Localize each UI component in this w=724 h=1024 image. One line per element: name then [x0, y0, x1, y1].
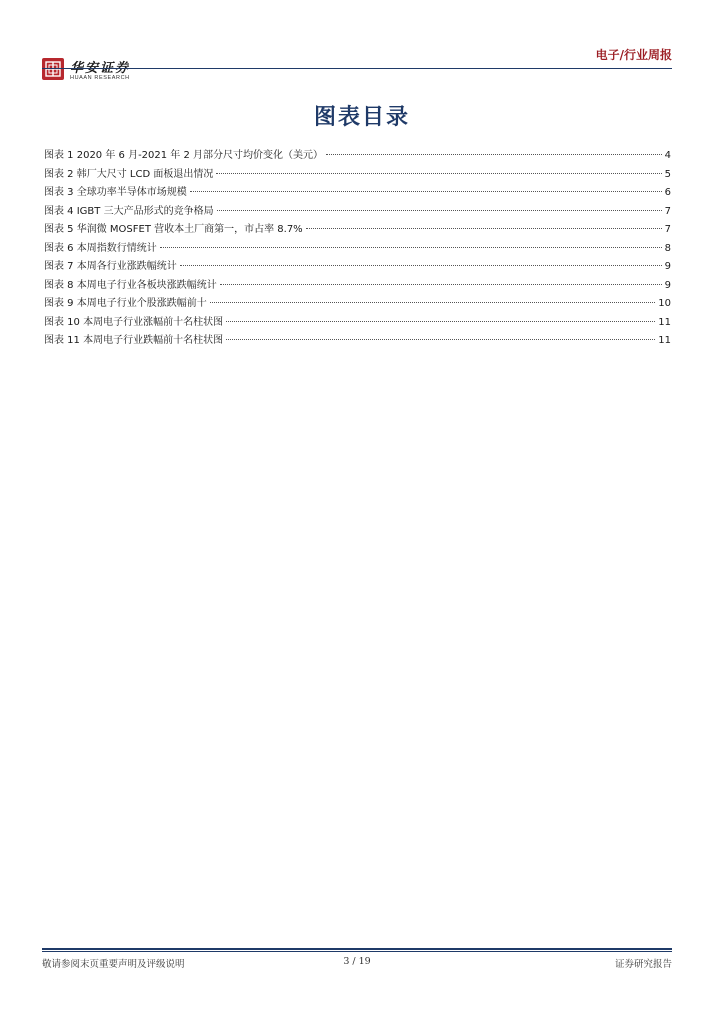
toc-leader-dots	[306, 228, 662, 229]
toc-entry[interactable]	[44, 202, 671, 221]
toc-leader-dots	[217, 210, 662, 211]
footer-divider	[42, 948, 672, 950]
toc-entry-page[interactable]: 10	[658, 298, 671, 309]
toc-entry-page[interactable]: 7	[664, 224, 671, 235]
toc-entry[interactable]	[44, 257, 671, 276]
toc-entry-label[interactable]: 图表 3 全球功率半导体市场规模	[44, 187, 187, 198]
toc-entry-page[interactable]: 9	[664, 261, 671, 272]
report-type-label: 电子/行业周报	[595, 48, 672, 62]
toc-entry-label[interactable]: 图表 4 IGBT 三大产品形式的竞争格局	[44, 205, 214, 217]
toc-entry-label[interactable]: 图表 11 本周电子行业跌幅前十名柱状图	[44, 335, 224, 346]
footer-doc-type: 证券研究报告	[614, 959, 672, 970]
logo-text: 华安证券	[70, 61, 131, 76]
toc-entry-label[interactable]: 图表 8 本周电子行业各板块涨跌幅统计	[44, 279, 217, 291]
toc-entry-page[interactable]: 5	[664, 168, 671, 180]
toc-entry-label[interactable]: 图表 6 本周指数行情统计	[44, 242, 157, 254]
toc-entry-page[interactable]: 6	[664, 187, 671, 198]
toc-leader-dots	[216, 173, 661, 174]
toc-leader-dots	[190, 191, 662, 192]
page-header	[42, 44, 672, 84]
toc-entry-label[interactable]: 图表 2 韩厂大尺寸 LCD 面板退出情况	[44, 168, 214, 180]
toc-leader-dots	[160, 247, 662, 248]
toc-entry[interactable]	[44, 313, 671, 332]
footer-disclaimer: 敬请参阅末页重要声明及评级说明	[42, 959, 185, 970]
toc-entry[interactable]	[44, 165, 671, 184]
toc-leader-dots	[210, 302, 656, 303]
toc-leader-dots	[326, 154, 662, 155]
toc-entry[interactable]	[44, 146, 671, 165]
toc-entry-label[interactable]: 图表 7 本周各行业涨跌幅统计	[44, 261, 177, 272]
toc-entry-page[interactable]: 4	[664, 150, 671, 161]
toc-entry-page[interactable]: 9	[664, 279, 671, 291]
toc-leader-dots	[220, 284, 662, 285]
toc-entry-page[interactable]: 7	[664, 205, 671, 217]
toc-entry-label[interactable]: 图表 5 华润微 MOSFET 营收本土厂商第一，市占率 8.7%	[44, 224, 303, 235]
footer-divider-thin	[42, 951, 672, 952]
toc-entry[interactable]	[44, 294, 671, 313]
toc-leader-dots	[226, 321, 655, 322]
toc-entry[interactable]	[44, 276, 671, 295]
toc-entry[interactable]	[44, 331, 671, 350]
toc-entry-label[interactable]: 图表 1 2020 年 6 月-2021 年 2 月部分尺寸均价变化（美元）	[44, 150, 324, 161]
toc-title: 图表目录	[313, 105, 410, 130]
page-indicator: 3 / 19	[343, 956, 371, 967]
toc-entry-page[interactable]: 11	[658, 316, 671, 328]
toc-entry-label[interactable]: 图表 9 本周电子行业个股涨跌幅前十	[44, 298, 207, 309]
toc-leader-dots	[180, 265, 662, 266]
toc-entry[interactable]	[44, 220, 671, 239]
toc-leader-dots	[226, 339, 655, 340]
header-divider	[42, 68, 672, 69]
toc-entry[interactable]	[44, 239, 671, 258]
toc-list	[44, 146, 671, 350]
toc-entry-page[interactable]: 11	[658, 335, 671, 346]
toc-entry-label[interactable]: 图表 10 本周电子行业涨幅前十名柱状图	[44, 316, 224, 328]
logo-seal-icon	[42, 58, 64, 80]
toc-entry-page[interactable]: 8	[664, 242, 671, 254]
toc-entry[interactable]	[44, 183, 671, 202]
logo-subtext: HUAAN RESEARCH	[70, 75, 130, 81]
